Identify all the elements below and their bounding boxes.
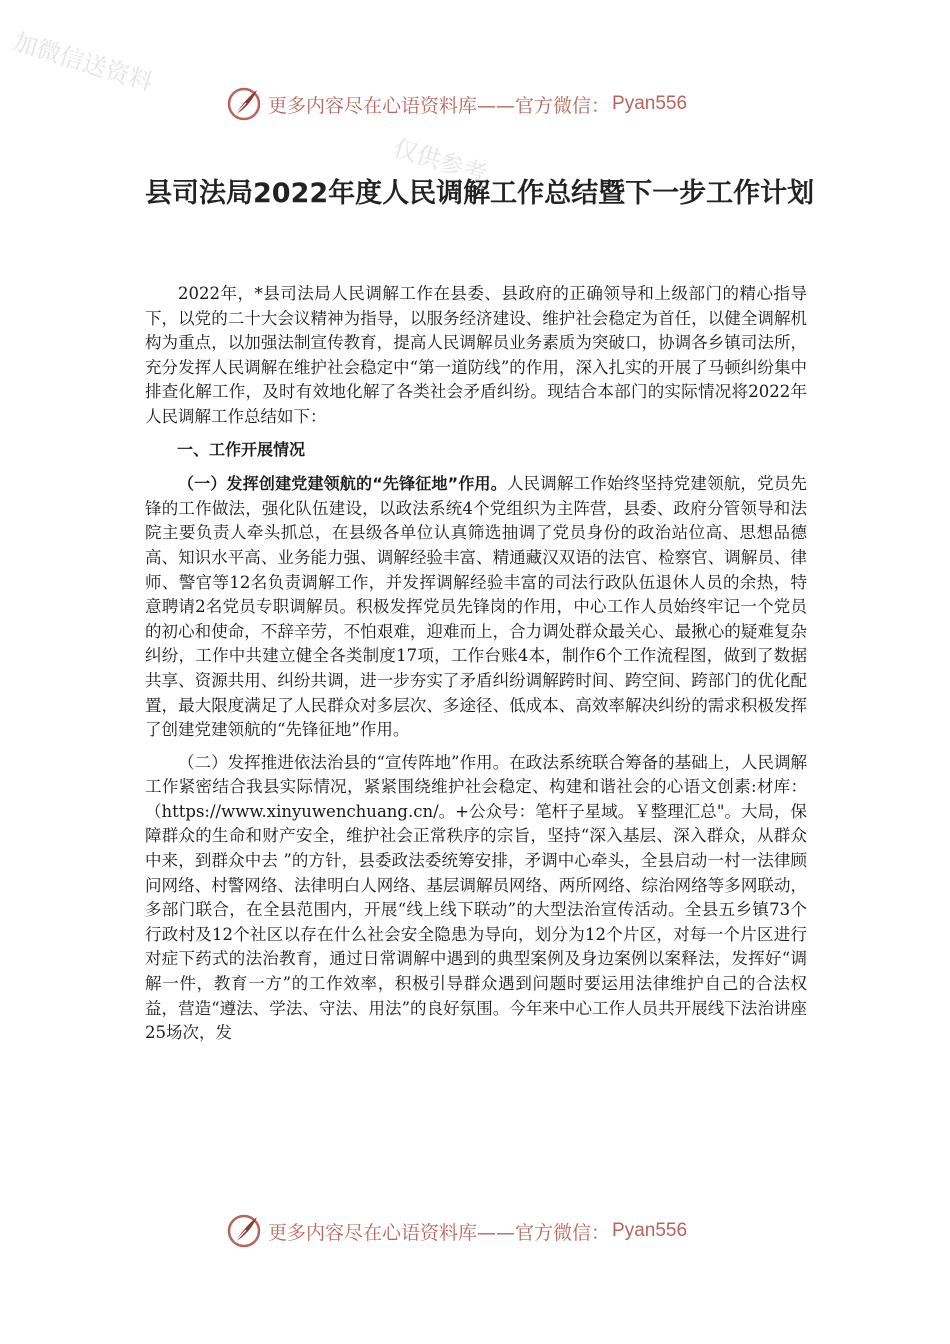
banner-contact: Pyan556 [612, 93, 688, 114]
document-body [145, 282, 807, 1054]
quill-logo-icon [226, 86, 262, 122]
paragraph-1-lead: （一）发挥创建党建领航的“先锋征地”作用。 [178, 474, 507, 494]
watermark-text: 仅供参考 [390, 133, 491, 189]
paragraph-1-body: 人民调解工作始终坚持党建领航，党员先锋的工作做法，强化队伍建设，以政法系统4个党组织为主阵营，县委、政府分管领导和法院主要负责人牵头抓总，在县级各单位认真筛选抽调了党员身份的政治站位高、思想品德高、知识水平高、业务能力强、调解经验丰富、精通藏汉双语的法官、检察官、调解员、律师、警官等12名负责调解工作，并发挥调解经验丰富的司法行政队伍退休人员的余热，特意聘请2名党员专职调解员。积极发挥党员先锋岗的作用，中心工作人员始终牢记一个党员的初心和使命，不辞辛劳，不怕艰难，迎难而上，合力调处群众最关心、最揪心的疑难复杂纠纷，工作中共建立健全各类制度17项，工作台账4本，制作6个工作流程图，做到了数据共享、资源共用、纠纷共调，进一步夯实了矛盾纠纷调解跨时间、跨空间、跨部门的优化配置，最大限度满足了人民群众对多层次、多途径、低成本、高效率解决纠纷的需求积极发挥了创建党建领航的“先锋征地”作用。 [145, 474, 807, 740]
paragraph-2: （二）发挥推进依法治县的“宣传阵地”作用。在政法系统联合筹备的基础上，人民调解工作紧密结合我县实际情况，紧紧围绕维护社会稳定、构建和谐社会的心语文创素:材库：（https://www.xinyuwenchuang.cn/。+公众号：笔杆子星域。￥整理汇总"。大局，保障群众的生命和财产安全，维护社会正常秩序的宗旨，坚持“深入基层、深入群众，从群众中来，到群众中去 ”的方针，县委政法委统筹安排，矛调中心牵头，全县启动一村一法律顾问网络、村警网络、法律明白人网络、基层调解员网络、两所网络、综治网络等多网联动，多部门联合，在全县范围内，开展“线上线下联动”的大型法治宣传活动。全县五乡镇73个行政村及12个社区以存在什么社会安全隐患为导向，划分为12个片区，对每一个片区进行对症下药式的法治教育，通过日常调解中遇到的典型案例及身边案例以案释法，发挥好“调解一件，教育一方”的工作效率，积极引导群众遇到问题时要运用法律维护自己的合法权益，营造“遵法、学法、守法、用法”的良好氛围。今年来中心工作人员共开展线下法治讲座25场次，发 [145, 752, 807, 1043]
quill-logo-icon [226, 1213, 262, 1249]
banner-text: 更多内容尽在心语资料库——官方微信： [268, 94, 611, 117]
intro-paragraph: 2022年，*县司法局人民调解工作在县委、县政府的正确领导和上级部门的精心指导下，以党的二十大会议精神为指导，以服务经济建设、维护社会稳定为首任，以健全调解机构为重点，以加强法制宣传教育，提高人民调解员业务素质为突破口，协调各乡镇司法所，充分发挥人民调解在维护社会稳定中“第一道防线”的作用，深入扎实的开展了马顿纠纷集中排查化解工作，及时有效地化解了各类社会矛盾纠纷。现结合本部门的实际情况将2022年人民调解工作总结如下： [145, 284, 807, 426]
section-heading: 一、工作开展情况 [177, 439, 306, 459]
watermark-text: 加微信送资料 [10, 27, 156, 97]
document-title: 县司法局2022年度人民调解工作总结暨下一步工作计划 [145, 178, 815, 209]
banner-contact: Pyan556 [612, 1220, 688, 1241]
header-banner [226, 84, 687, 124]
paragraph-1 [145, 472, 807, 743]
banner-text: 更多内容尽在心语资料库——官方微信： [268, 1221, 611, 1244]
footer-banner [226, 1211, 687, 1251]
